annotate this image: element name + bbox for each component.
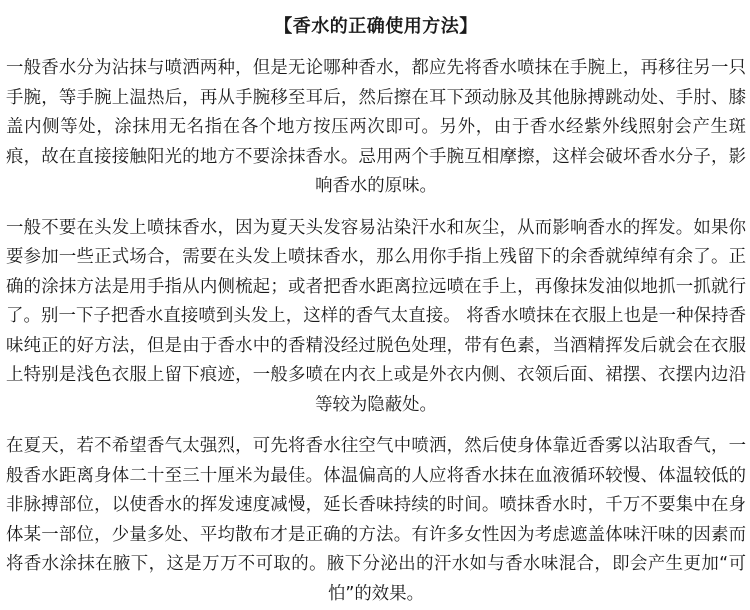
paragraph-1: 一般香水分为沾抹与喷洒两种，但是无论哪种香水，都应先将香水喷抹在手腕上，再移往另一只手腕，等手腕上温热后，再从手腕移至耳后，然后擦在耳下颈动脉及其他脉搏跳动处、手肘、膝盖内侧等处，涂抹用无名指在各个地方按压两次即可。另外，由于香水经紫外线照射会产生斑痕，故在直接接触阳光的地方不要涂抹香水。忌用两个手腕互相摩擦，这样会破坏香水分子，影响香水的原味。 bbox=[6, 58, 746, 196]
paragraph-3: 在夏天，若不希望香气太强烈，可先将香水往空气中喷洒，然后使身体靠近香雾以沾取香气，一般香水距离身体二十至三十厘米为最佳。体温偏高的人应将香水抹在血液循环较慢、体温较低的非脉搏部位，以使香水的挥发速度减慢，延长香味持续的时间。喷抹香水时，千万不要集中在身体某一部位，少量多处、平均散布才是正确的方法。有许多女性因为考虑遮盖体味汗味的因素而将香水涂抹在腋下，这是万万不可取的。腋下分泌出的汗水如与香水味混合，即会产生更加“可怕”的效果。 bbox=[6, 436, 746, 604]
article-title: 【香水的正确使用方法】 bbox=[274, 16, 478, 37]
paragraph-2: 一般不要在头发上喷抹香水，因为夏天头发容易沾染汗水和灰尘，从而影响香水的挥发。如果你要参加一些正式场合，需要在头发上喷抹香水，那么用你手指上残留下的余香就绰绰有余了。正确的涂抹方法是用手指从内侧梳起；或者把香水距离拉远喷在手上，再像抹发油似地抓一抓就行了。别一下子把香水直接喷到头发上，这样的香气太直接。 将香水喷抹在衣服上也是一种保持香味纯正的好方法，但是由于香水中的香精没经过脱色处理，带有色素，当酒精挥发后就会在衣服上特别是浅色衣服上留下痕迹，一般多喷在内衣上或是外衣内侧、衣领后面、裙摆、衣摆内边沿等较为隐蔽处。 bbox=[6, 217, 746, 415]
